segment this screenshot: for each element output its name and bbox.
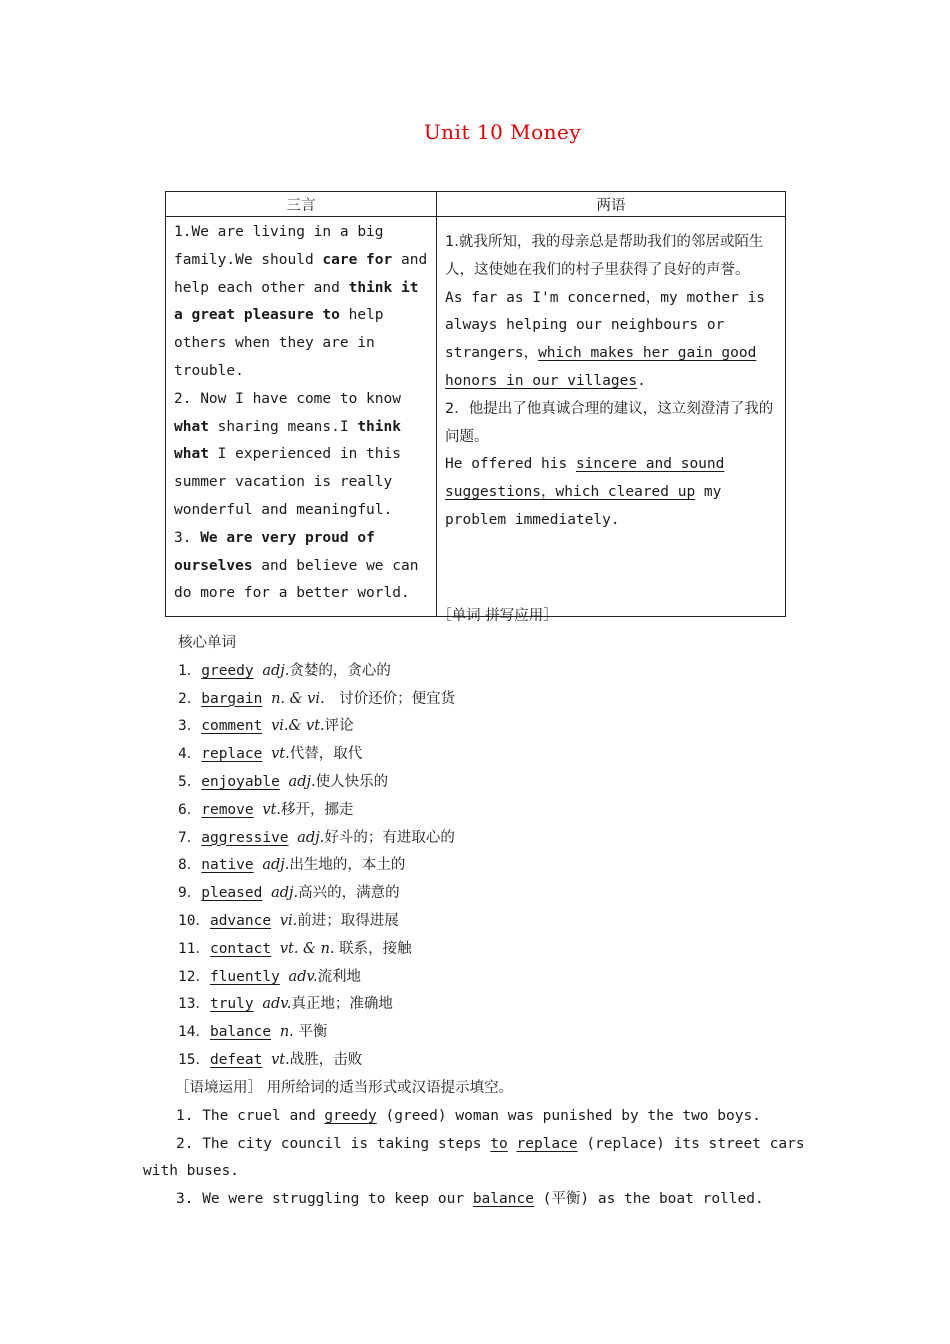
vocab-item	[178, 769, 455, 797]
left-paragraph-3: 3. We are very proud of ourselves and believe we can do more for a better world.	[174, 529, 419, 602]
vocab-item	[178, 741, 455, 769]
vocab-word: pleased	[201, 885, 263, 902]
exercise-item-3: 3. We were struggling to keep our balance (平衡) as the boat rolled.	[176, 1191, 764, 1208]
vocab-number: 5．	[178, 773, 202, 790]
vocab-word: truly	[209, 996, 254, 1013]
vocab-word: fluently	[209, 968, 280, 985]
exercise-section	[143, 1075, 805, 1214]
vocab-word: aggressive	[201, 829, 289, 846]
vocab-part-of-speech: adj.	[271, 885, 299, 902]
vocab-meaning: 前进；取得进展	[297, 912, 399, 929]
vocab-word: bargain	[201, 690, 263, 707]
vocab-meaning: 代替，取代	[289, 746, 363, 763]
vocab-item	[178, 852, 455, 880]
vocab-word: enjoyable	[201, 773, 280, 790]
vocab-word: greedy	[201, 662, 254, 679]
vocab-meaning: 高兴的，满意的	[298, 885, 400, 902]
vocab-number: 14．	[178, 1024, 210, 1041]
vocab-item	[178, 825, 455, 853]
vocab-part-of-speech: adj.	[297, 829, 325, 846]
exercise-instruction: ［语境运用］ 用所给词的适当形式或汉语提示填空。	[175, 1080, 514, 1096]
vocab-item	[178, 880, 455, 908]
vocab-item	[178, 1019, 455, 1047]
vocab-part-of-speech: adj.	[262, 857, 290, 874]
vocab-number: 15．	[178, 1051, 210, 1068]
vocab-number: 4．	[178, 746, 202, 763]
vocab-meaning: 移开，挪走	[281, 801, 354, 818]
vocab-word: remove	[201, 801, 254, 818]
right-english-1: As far as I'm concerned，my mother is always helping our neighbours or strangers，which makes her gain good honors in our villages.	[445, 289, 766, 389]
vocab-part-of-speech: vt.	[271, 746, 290, 763]
vocab-number: 1．	[178, 662, 202, 679]
vocab-meaning: 联系，接触	[334, 940, 412, 957]
vocab-meaning: 流利地	[317, 968, 362, 985]
vocab-word: replace	[201, 746, 263, 763]
vocab-list	[178, 630, 455, 1075]
table-cell-left	[166, 217, 437, 617]
vocab-number: 2．	[178, 690, 202, 707]
exercise-item-2-continued: with buses.	[143, 1163, 240, 1180]
vocab-number: 13．	[178, 996, 210, 1013]
vocab-item	[178, 686, 455, 714]
vocab-part-of-speech: adv.	[262, 996, 292, 1013]
vocab-item	[178, 713, 455, 741]
table-cell-right	[437, 217, 786, 617]
section-heading: ［单词 拼写应用］	[437, 608, 558, 624]
vocab-part-of-speech: adj.	[262, 662, 290, 679]
vocab-word: comment	[201, 718, 263, 735]
page-title: Unit 10 Money	[423, 120, 582, 144]
vocab-item	[178, 936, 455, 964]
vocab-number: 11．	[178, 940, 210, 957]
vocab-part-of-speech: adj.	[288, 773, 316, 790]
vocab-meaning: 使人快乐的	[315, 773, 389, 790]
right-chinese-1: 1.就我所知，我的母亲总是帮助我们的邻居或陌生人，这使她在我们的村子里获得了良好的声誉。	[445, 234, 764, 278]
vocab-word: advance	[209, 912, 272, 929]
vocab-meaning: 讨价还价；便宜货	[324, 690, 456, 707]
vocab-meaning: 真正地；准确地	[291, 996, 393, 1013]
vocab-item	[178, 908, 455, 936]
vocab-number: 6．	[178, 801, 202, 818]
right-english-2: He offered his sincere and sound suggestions，which cleared up my problem immediately.	[445, 456, 725, 528]
vocab-number: 8．	[178, 857, 202, 874]
vocab-part-of-speech: vt.	[262, 801, 281, 818]
vocab-part-of-speech: vt. & n.	[279, 940, 335, 957]
vocab-number: 9．	[178, 885, 202, 902]
vocab-meaning: 好斗的；有进取心的	[324, 829, 455, 846]
exercise-item-2: 2. The city council is taking steps to replace (replace) its street cars	[176, 1135, 805, 1152]
phrases-table	[165, 191, 786, 617]
vocab-part-of-speech: n.	[279, 1024, 294, 1041]
vocab-meaning: 平衡	[293, 1024, 328, 1041]
vocab-word: defeat	[209, 1051, 263, 1068]
vocab-part-of-speech: vi.& vt.	[271, 718, 325, 735]
vocab-number: 3．	[178, 718, 202, 735]
table-header-right: 两语	[437, 192, 786, 217]
vocab-heading: 核心单词	[178, 635, 236, 651]
exercise-item-1: 1. The cruel and greedy (greed) woman was punished by the two boys.	[176, 1107, 761, 1124]
left-paragraph-2: 2. Now I have come to know what sharing means.I think what I experienced in this summer vacation is really wonderful and meaningful.	[174, 390, 401, 518]
vocab-meaning: 战胜，击败	[289, 1051, 363, 1068]
vocab-part-of-speech: vt.	[271, 1051, 290, 1068]
vocab-word: native	[201, 857, 254, 874]
vocab-item	[178, 658, 455, 686]
vocab-item	[178, 797, 455, 825]
table-header-left: 三言	[166, 192, 437, 217]
vocab-meaning: 出生地的，本土的	[289, 857, 406, 874]
vocab-part-of-speech: n. & vi.	[271, 690, 325, 707]
vocab-part-of-speech: adv.	[288, 968, 318, 985]
vocab-meaning: 评论	[324, 718, 354, 735]
vocab-item	[178, 991, 455, 1019]
vocab-item	[178, 1047, 455, 1075]
vocab-item	[178, 964, 455, 992]
vocab-word: contact	[209, 940, 272, 957]
left-paragraph-1: 1.We are living in a big family.We should care for and help each other and think it a great pleasure to help others when they are in trouble.	[174, 224, 428, 379]
vocab-number: 12．	[178, 968, 210, 985]
right-chinese-2: 2．他提出了他真诚合理的建议，这立刻澄清了我的问题。	[445, 400, 774, 445]
vocab-number: 7．	[178, 829, 202, 846]
vocab-meaning: 贪婪的，贪心的	[289, 662, 391, 679]
vocab-part-of-speech: vi.	[279, 912, 298, 929]
vocab-number: 10．	[178, 912, 210, 929]
vocab-word: balance	[209, 1024, 272, 1041]
